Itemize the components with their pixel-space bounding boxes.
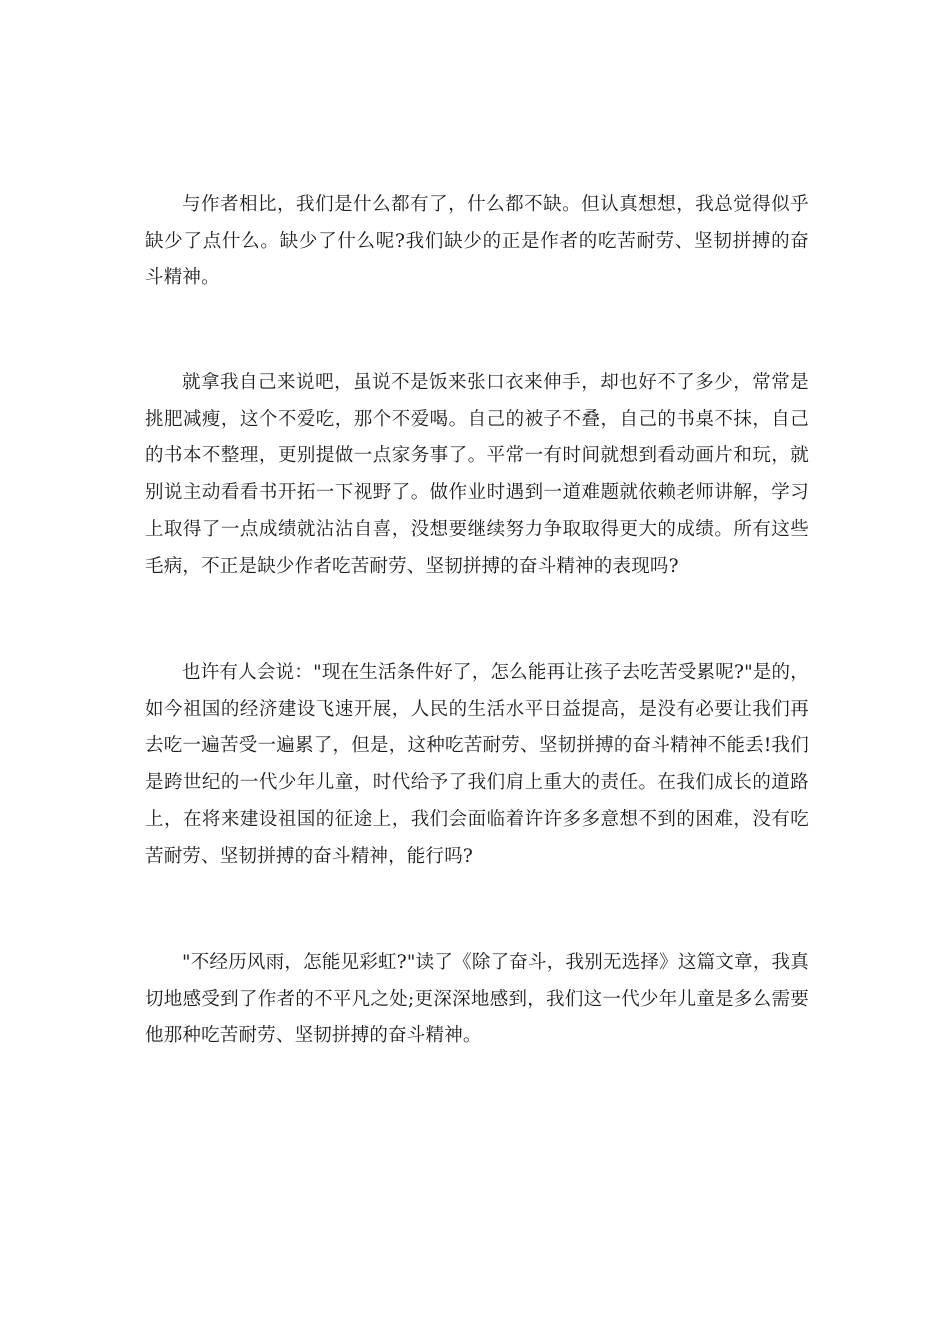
paragraph-4: "不经历风雨，怎能见彩虹?"读了《除了奋斗，我别无选择》这篇文章，我真切地感受到了作者的不平凡之处;更深深地感到，我们这一代少年儿童是多么需要他那种吃苦耐劳、坚韧拼搏的奋斗精神。 — [145, 952, 809, 1047]
paragraph-3: 也许有人会说："现在生活条件好了，怎么能再让孩子去吃苦受累呢?"是的，如今祖国的经济建设飞速开展，人民的生活水平日益提高，是没有必要让我们再去吃一遍苦受一遍累了，但是，这种吃苦耐劳、坚韧拼搏的奋斗精神不能丢!我们是跨世纪的一代少年儿童，时代给予了我们肩上重大的责任。在我们成长的道路上，在将来建设祖国的征途上，我们会面临着许许多多意想不到的困难，没有吃苦耐劳、坚韧拼搏的奋斗精神，能行吗? — [145, 662, 809, 867]
paragraph-2: 就拿我自己来说吧，虽说不是饭来张口衣来伸手，却也好不了多少，常常是挑肥减瘦，这个不爱吃，那个不爱喝。自己的被子不叠，自己的书桌不抹，自己的书本不整理，更别提做一点家务事了。平常一有时间就想到看动画片和玩，就别说主动看看书开拓一下视野了。做作业时遇到一道难题就依赖老师讲解，学习上取得了一点成绩就沾沾自喜，没想要继续努力争取取得更大的成绩。所有这些毛病，不正是缺少作者吃苦耐劳、坚韧拼搏的奋斗精神的表现吗? — [145, 372, 809, 577]
paragraph-1: 与作者相比，我们是什么都有了，什么都不缺。但认真想想，我总觉得似乎缺少了点什么。缺少了什么呢?我们缺少的正是作者的吃苦耐劳、坚韧拼搏的奋斗精神。 — [145, 194, 809, 289]
